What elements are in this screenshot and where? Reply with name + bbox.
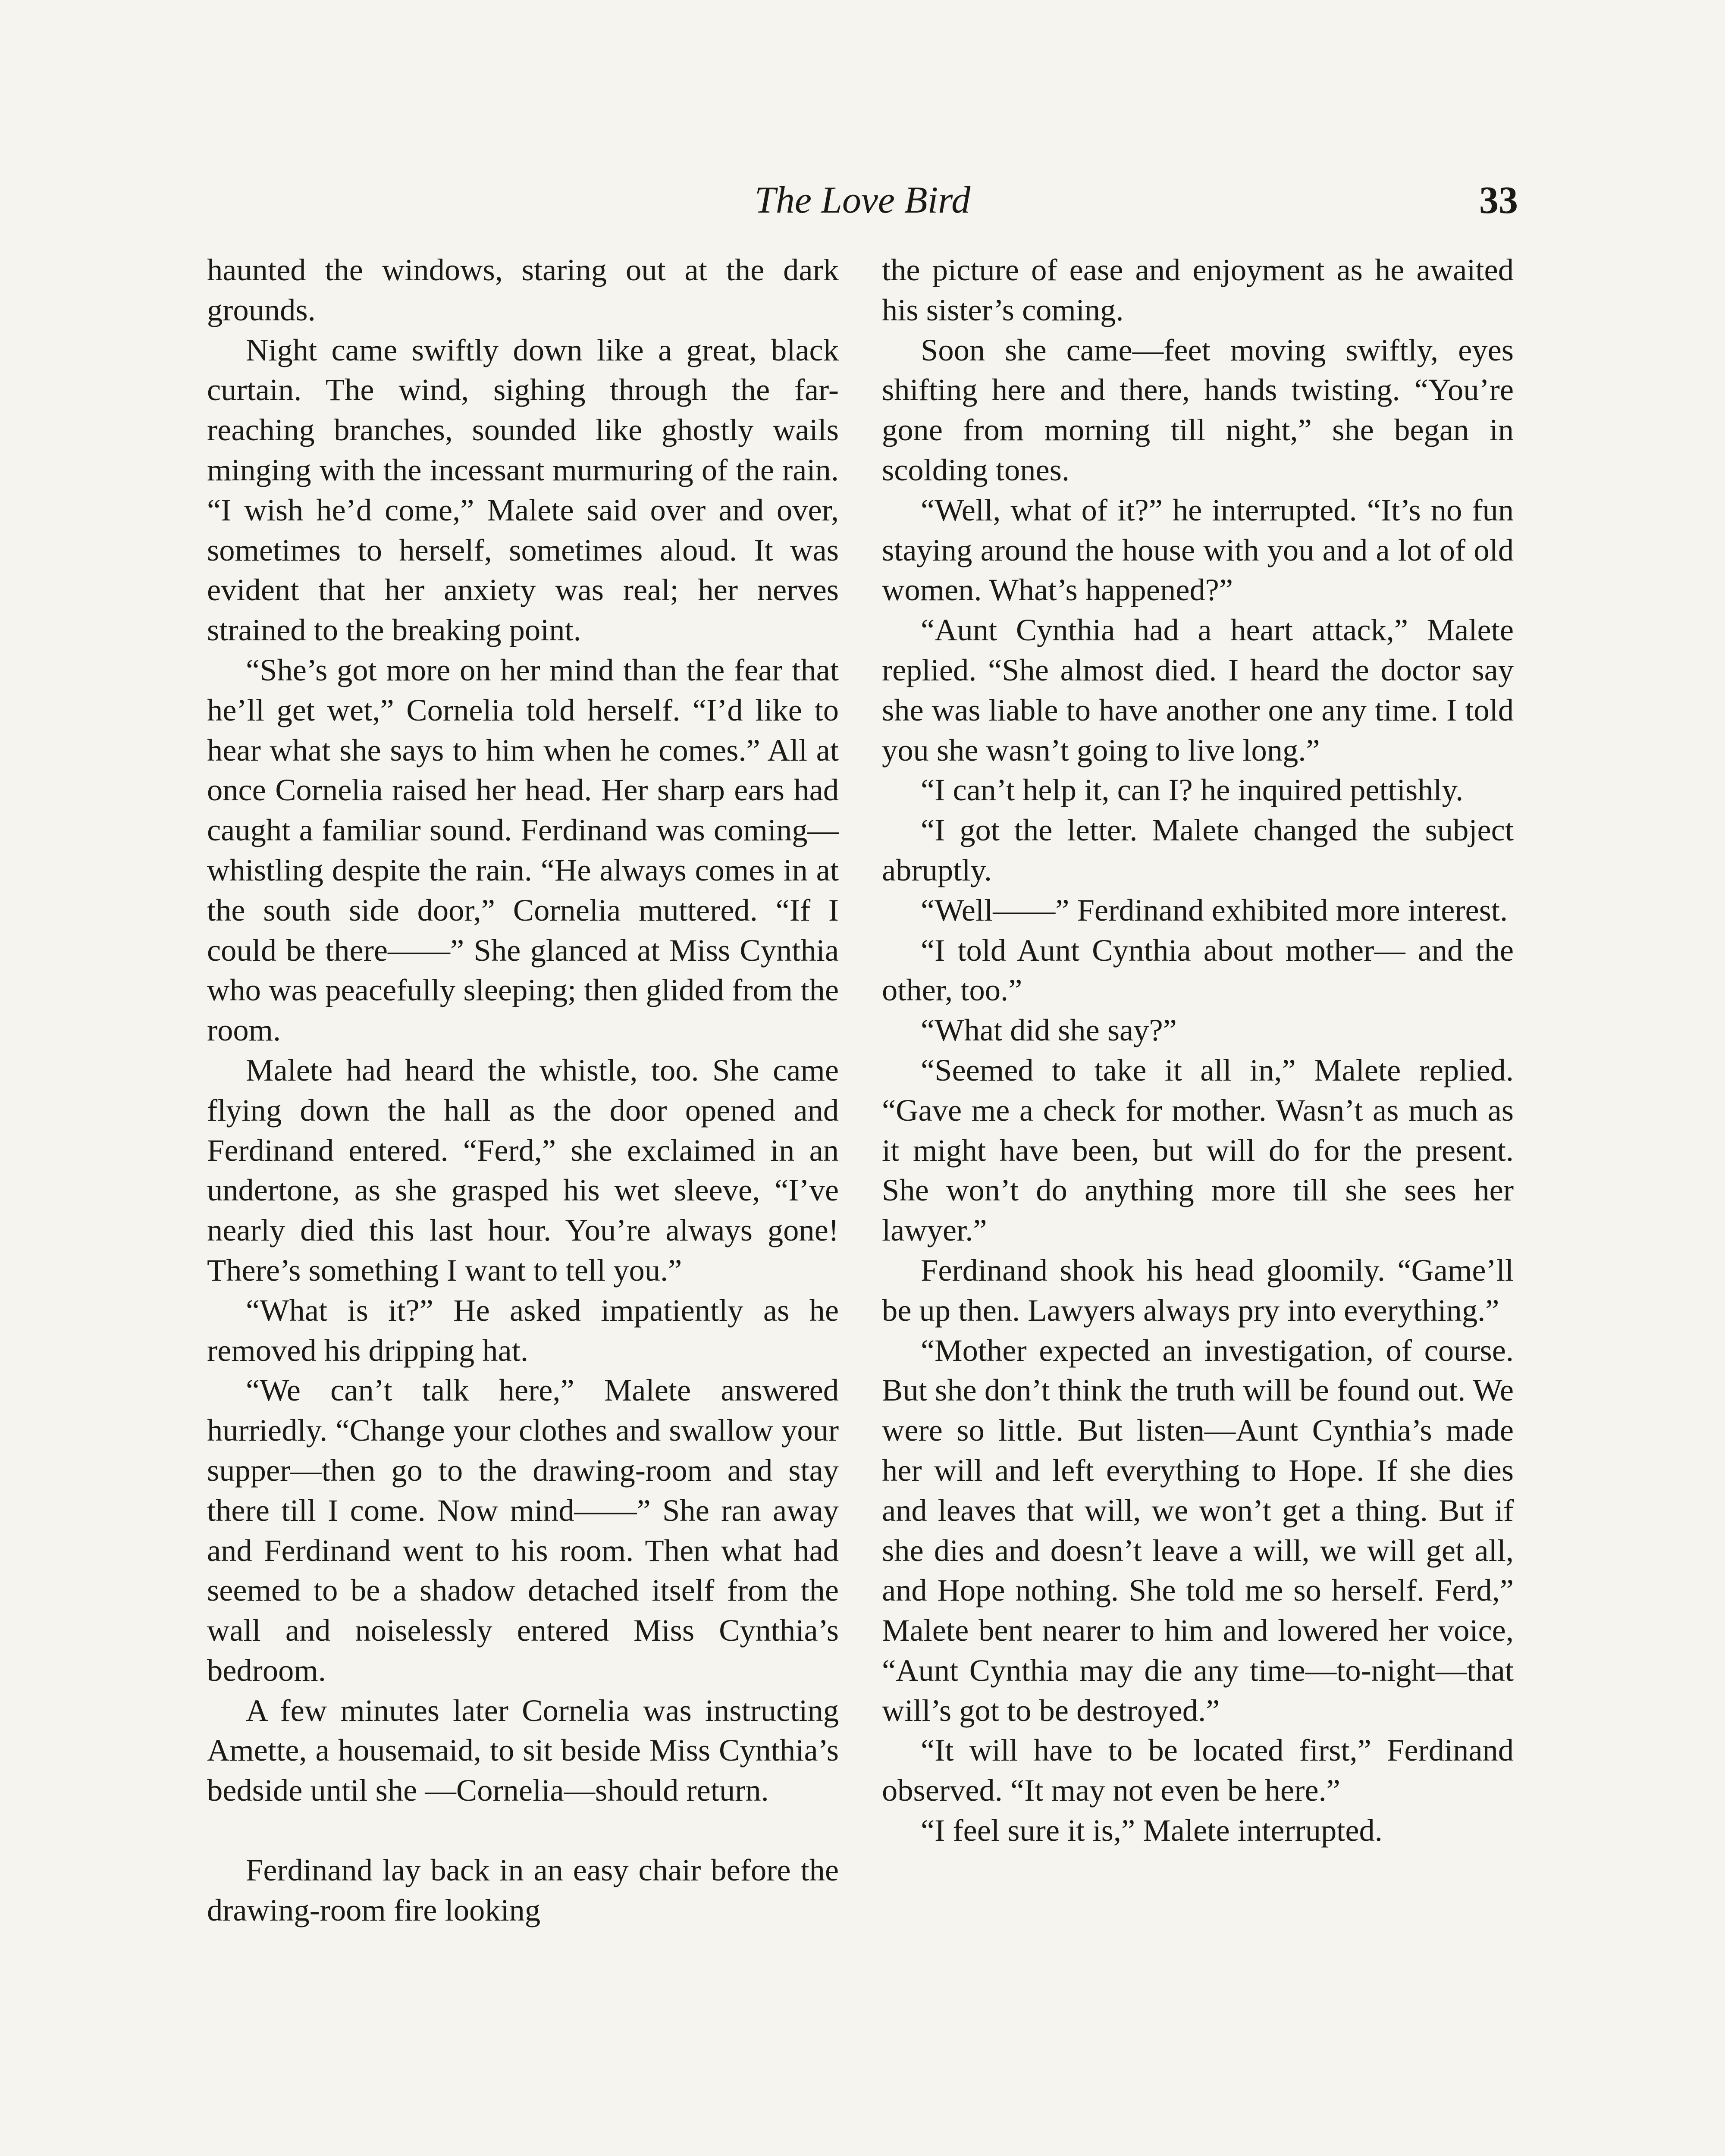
paragraph: Malete had heard the whistle, too. She came flying down the hall as the door opened and Ferdinand entered. “Ferd,” she exclaimed in an undertone, as she grasped his wet sleeve, “I’ve nearly died this last hour. You’re always gone! There’s something I want to tell you.” <box>207 1052 839 1288</box>
paragraph: haunted the windows, staring out at the dark grounds. <box>207 252 839 327</box>
left-text-column <box>207 250 839 1930</box>
paragraph: the picture of ease and enjoyment as he awaited his sister’s coming. <box>882 252 1514 327</box>
page-header <box>0 168 1725 233</box>
running-title: The Love Bird <box>754 179 971 221</box>
paragraph: “Well——” Ferdinand exhibited more interest. <box>921 892 1508 928</box>
paragraph: “What is it?” He asked impatiently as he removed his dripping hat. <box>207 1292 839 1368</box>
paragraph: Soon she came—feet moving swiftly, eyes shifting here and there, hands twisting. “You’re gone from morning till night,” she began in scolding tones. <box>882 332 1514 487</box>
paragraph: “I told Aunt Cynthia about mother— and the other, too.” <box>882 932 1514 1008</box>
paragraph: Ferdinand shook his head gloomily. “Game’ll be up then. Lawyers always pry into everything.” <box>882 1252 1514 1328</box>
paragraph: “We can’t talk here,” Malete answered hurriedly. “Change your clothes and swallow your supper—then go to the drawing-room and stay there till I come. Now mind——” She ran away and Ferdinand went to his room. Then what had seemed to be a shadow detached itself from the wall and noiselessly entered Miss Cynthia’s bedroom. <box>207 1373 839 1688</box>
paragraph: “I feel sure it is,” Malete interrupted. <box>921 1813 1383 1848</box>
paragraph: A few minutes later Cornelia was instructing Amette, a housemaid, to sit beside Miss Cynthia’s bedside until she —Cornelia—should return. <box>207 1692 839 1808</box>
paragraph: “Seemed to take it all in,” Malete replied. “Gave me a check for mother. Wasn’t as much as it might have been, but will do for the present. She won’t do anything more till she sees her lawyer.” <box>882 1052 1514 1248</box>
paragraph: “What did she say?” <box>921 1012 1177 1048</box>
paragraph: “Aunt Cynthia had a heart attack,” Malete replied. “She almost died. I heard the doctor say she was liable to have another one any time. I told you she wasn’t going to live long.” <box>882 612 1514 768</box>
paragraph: “She’s got more on her mind than the fear that he’ll get wet,” Cornelia told herself. “I’d like to hear what she says to him when he comes.” All at once Cornelia raised her head. Her sharp ears had caught a familiar sound. Ferdinand was coming—whistling despite the rain. “He always comes in at the south side door,” Cornelia muttered. “If I could be there——” She glanced at Miss Cynthia who was peacefully sleeping; then glided from the room. <box>207 652 839 1048</box>
paragraph: Night came swiftly down like a great, black curtain. The wind, sighing through the far-reaching branches, sounded like ghostly wails minging with the incessant murmuring of the rain. “I wish he’d come,” Malete said over and over, sometimes to herself, sometimes aloud. It was evident that her anxiety was real; her nerves strained to the breaking point. <box>207 332 839 648</box>
paragraph: “I got the letter. Malete changed the subject abruptly. <box>882 812 1514 887</box>
paragraph: “Mother expected an investigation, of course. But she don’t think the truth will be found out. We were so little. But listen—Aunt Cynthia’s made her will and left everything to Hope. If she dies and leaves that will, we won’t get a thing. But if she dies and doesn’t leave a will, we will get all, and Hope nothing. She told me so herself. Ferd,” Malete bent nearer to him and lowered her voice, “Aunt Cynthia may die any time—to-night—that will’s got to be destroyed.” <box>882 1332 1514 1728</box>
paragraph: “I can’t help it, can I? he inquired pettishly. <box>921 772 1464 808</box>
paragraph: “Well, what of it?” he interrupted. “It’s no fun staying around the house with you and a lot of old women. What’s happened?” <box>882 492 1514 608</box>
paragraph: “It will have to be located first,” Ferdinand observed. “It may not even be here.” <box>882 1733 1514 1808</box>
right-text-column <box>882 250 1514 1851</box>
page-number: 33 <box>1479 179 1518 222</box>
paragraph: Ferdinand lay back in an easy chair before the drawing-room fire looking <box>207 1852 839 1927</box>
